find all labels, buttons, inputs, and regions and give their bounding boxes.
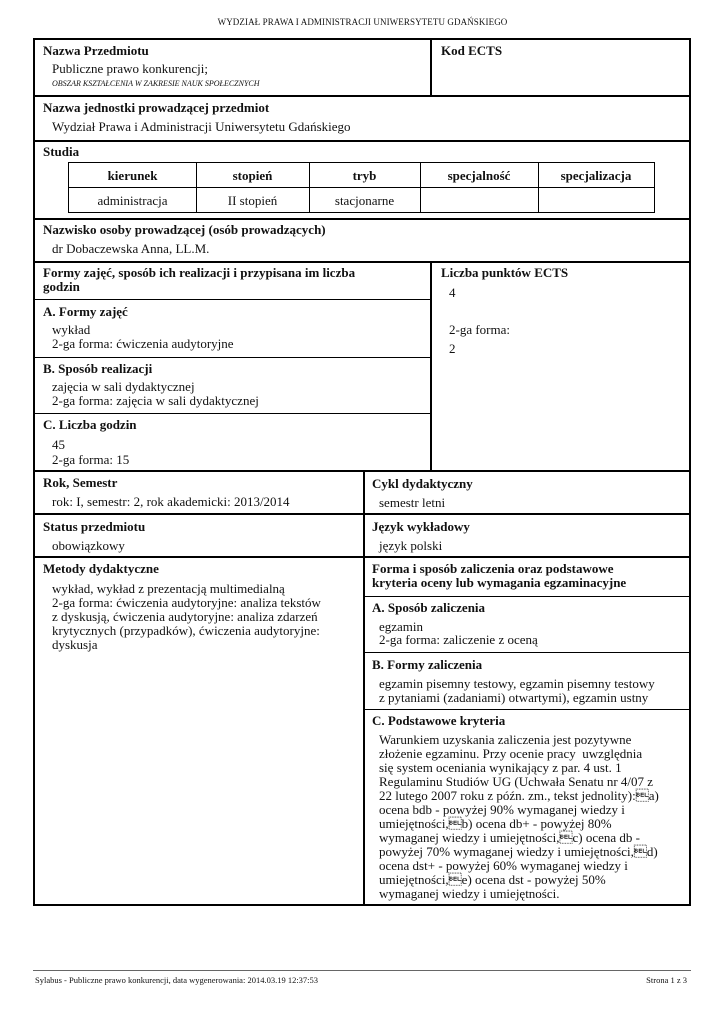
criteria-line: powyżej 70% wymaganej wiedzy i umiejętności,d) xyxy=(379,844,658,859)
criteria-line: wymaganej wiedzy i umiejętności,c) ocena db - xyxy=(379,830,640,845)
sep-after-lecturer xyxy=(33,261,691,263)
assessment-b-line2: z pytaniami (zadaniami) otwartymi), egzamin ustny xyxy=(379,690,649,705)
frame-bottom xyxy=(33,904,691,906)
criteria-line: Warunkiem uzyskania zaliczenia jest pozytywne xyxy=(379,732,632,747)
ects-code-label: Kod ECTS xyxy=(441,43,503,58)
assessment-b-label: B. Formy zaliczenia xyxy=(372,657,483,672)
criteria-line: ocena bdb - powyżej 90% wymaganej wiedzy i xyxy=(379,802,625,817)
assessment-a-line2: 2-ga forma: zaliczenie z oceną xyxy=(379,632,538,647)
forms-b-line2: 2-ga forma: zajęcia w sali dydaktycznej xyxy=(52,393,259,408)
unit-value: Wydział Prawa i Administracji Uniwersytetu Gdańskiego xyxy=(52,119,351,134)
ects-points-value2: 2 xyxy=(449,341,456,356)
sep-after-unit xyxy=(33,140,691,142)
lecturer-label: Nazwisko osoby prowadzącej (osób prowadzących) xyxy=(43,222,326,237)
studies-col-kierunek: kierunek xyxy=(107,168,158,183)
criteria-line: umiejętności,e) ocena dst - powyżej 50% xyxy=(379,872,606,887)
studies-val-kierunek: administracja xyxy=(97,193,168,208)
year-value: rok: I, semestr: 2, rok akademicki: 2013/2014 xyxy=(52,494,290,509)
forms-divider-a xyxy=(35,357,430,358)
forms-b-label: B. Sposób realizacji xyxy=(43,361,153,376)
studies-table-midline xyxy=(69,187,654,188)
vsep-bottom xyxy=(363,470,365,906)
vsep-forms xyxy=(430,261,432,471)
methods-line: z dyskusją, ćwiczenia audytoryjne: analiza zdarzeń xyxy=(52,609,318,624)
assessment-label-line2: kryteria oceny lub wymagania egzaminacyjne xyxy=(372,575,627,590)
course-label: Nazwa Przedmiotu xyxy=(43,43,149,58)
studies-label: Studia xyxy=(43,144,80,159)
footer-rule xyxy=(33,970,691,971)
criteria-line: umiejętności,b) ocena db+ - powyżej 80% xyxy=(379,816,612,831)
methods-line: dyskusja xyxy=(52,637,98,652)
language-value: język polski xyxy=(379,538,443,553)
methods-label: Metody dydaktyczne xyxy=(43,561,159,576)
unit-label: Nazwa jednostki prowadzącej przedmiot xyxy=(43,100,270,115)
forms-a-line2: 2-ga forma: ćwiczenia audytoryjne xyxy=(52,336,234,351)
forms-divider-head xyxy=(35,299,430,300)
criteria-line: Regulaminu Studiów UG (Uchwała Senatu nr 4/07 z xyxy=(379,774,654,789)
forms-c-label: C. Liczba godzin xyxy=(43,417,137,432)
forms-label-line1: Formy zajęć, sposób ich realizacji i przypisana im liczba xyxy=(43,265,356,280)
sep-after-year xyxy=(33,513,691,515)
status-value: obowiązkowy xyxy=(52,538,125,553)
sep-after-forms xyxy=(33,470,691,472)
cycle-label: Cykl dydaktyczny xyxy=(372,476,473,491)
forms-label-line2: godzin xyxy=(43,279,80,294)
criteria-line: się system oceniania wynikający z par. 4 ust. 1 xyxy=(379,760,622,775)
forms-c-line1: 45 xyxy=(52,437,65,452)
assessment-a-line1: egzamin xyxy=(379,619,424,634)
year-label: Rok, Semestr xyxy=(43,475,118,490)
ects-points-value2-label: 2-ga forma: xyxy=(449,322,511,337)
sep-after-studies xyxy=(33,218,691,220)
criteria-line: wymaganej wiedzy i umiejętności. xyxy=(379,886,560,901)
assess-divider-head xyxy=(365,596,689,597)
course-area: OBSZAR KSZTAŁCENIA W ZAKRESIE NAUK SPOŁECZNYCH xyxy=(52,79,260,88)
methods-line: wykład, wykład z prezentacją multimedialną xyxy=(52,581,285,596)
criteria-line: złożenie egzaminu. Przy ocenie pracy uwzględnia xyxy=(379,746,643,761)
criteria-line: 22 lutego 2007 roku z późn. zm., tekst jednolity):a) xyxy=(379,788,659,803)
course-name: Publiczne prawo konkurencji; xyxy=(52,61,208,76)
footer-left: Sylabus - Publiczne prawo konkurencji, data wygenerowania: 2014.03.19 12:37:53 xyxy=(35,975,319,985)
assessment-c-label: C. Podstawowe kryteria xyxy=(372,713,506,728)
assessment-label-line1: Forma i sposób zaliczenia oraz podstawowe xyxy=(372,561,614,576)
cycle-value: semestr letni xyxy=(379,495,446,510)
studies-val-stopien: II stopień xyxy=(227,193,278,208)
studies-table xyxy=(68,162,655,213)
assess-divider-a xyxy=(365,652,689,653)
forms-c-line2: 2-ga forma: 15 xyxy=(52,452,130,467)
footer-right: Strona 1 z 3 xyxy=(646,975,687,985)
methods-line: 2-ga forma: ćwiczenia audytoryjne: analiza tekstów xyxy=(52,595,321,610)
forms-divider-b xyxy=(35,413,430,414)
ects-points-label: Liczba punktów ECTS xyxy=(441,265,569,280)
forms-b-line1: zajęcia w sali dydaktycznej xyxy=(52,379,195,394)
ects-points-value1: 4 xyxy=(449,285,456,300)
methods-line: krytycznych (przypadków), ćwiczenia audytoryjne: xyxy=(52,623,320,638)
sep-after-status xyxy=(33,556,691,558)
studies-col-stopien: stopień xyxy=(232,168,273,183)
frame-left xyxy=(33,38,35,906)
vsep-course xyxy=(430,38,432,96)
status-label: Status przedmiotu xyxy=(43,519,146,534)
studies-col-tryb: tryb xyxy=(352,168,377,183)
studies-val-tryb: stacjonarne xyxy=(334,193,395,208)
lecturer-value: dr Dobaczewska Anna, LL.M. xyxy=(52,241,210,256)
assessment-b-line1: egzamin pisemny testowy, egzamin pisemny testowy xyxy=(379,676,655,691)
studies-col-specjalizacja: specjalizacja xyxy=(560,168,632,183)
assessment-a-label: A. Sposób zaliczenia xyxy=(372,600,486,615)
frame-right xyxy=(689,38,691,906)
studies-col-specjalnosc: specjalność xyxy=(447,168,511,183)
language-label: Język wykładowy xyxy=(372,519,470,534)
frame-top xyxy=(33,38,691,40)
document-header: WYDZIAŁ PRAWA I ADMINISTRACJI UNIWERSYTETU GDAŃSKIEGO xyxy=(217,17,508,27)
sep-after-course xyxy=(33,95,691,97)
forms-a-label: A. Formy zajęć xyxy=(43,304,128,319)
criteria-line: ocena dst+ - powyżej 60% wymaganej wiedzy i xyxy=(379,858,628,873)
forms-a-line1: wykład xyxy=(52,322,91,337)
assess-divider-b xyxy=(365,709,689,710)
